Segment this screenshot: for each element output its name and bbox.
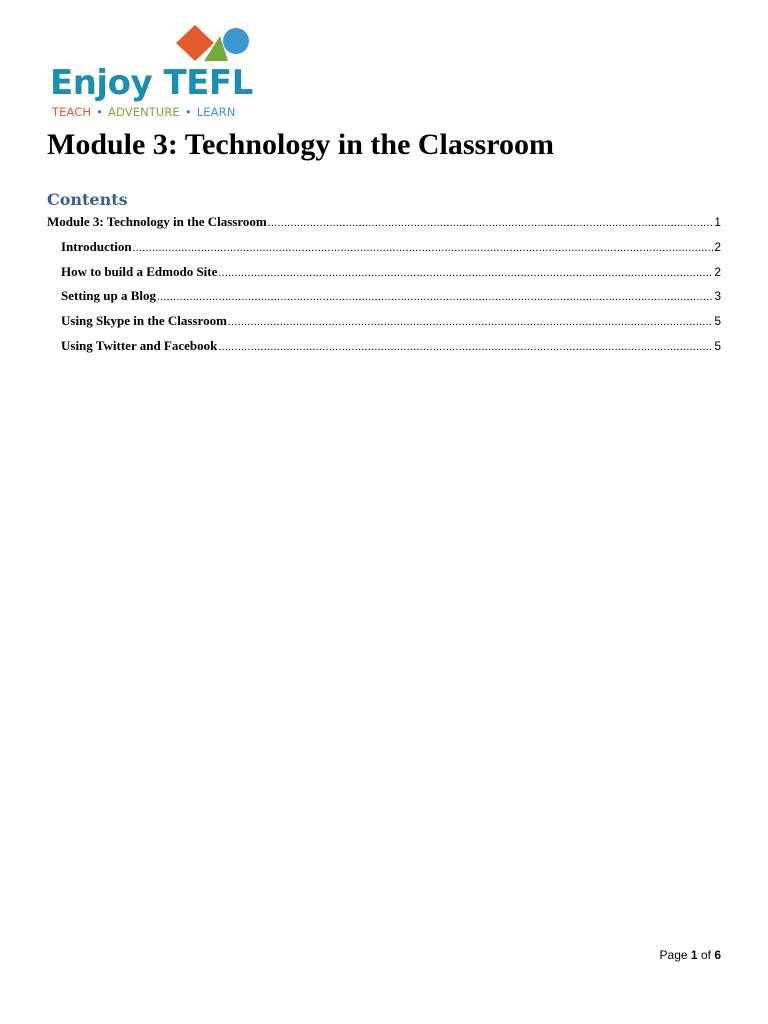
- toc-entry-blog[interactable]: [47, 286, 721, 311]
- toc-heading: Contents: [47, 190, 128, 209]
- document-title: Module 3: Technology in the Classroom: [47, 128, 554, 161]
- toc-entry-label: Setting up a Blog: [61, 288, 156, 304]
- toc-entry-label: Using Twitter and Facebook: [61, 337, 218, 353]
- toc-page-number: 1: [714, 215, 721, 229]
- toc-entry-label: Using Skype in the Classroom: [61, 313, 227, 328]
- tagline-teach: TEACH: [52, 105, 92, 119]
- footer-of-word: of: [700, 948, 711, 962]
- toc-page-number: 5: [714, 338, 721, 353]
- logo-wordmark: Enjoy TEFL: [50, 63, 253, 103]
- footer-total-pages: 6: [714, 948, 721, 962]
- logo-circle-icon: [223, 28, 249, 54]
- toc-page-number: 2: [714, 264, 721, 279]
- toc-dot-leader: [133, 238, 714, 258]
- toc-dot-leader: [228, 312, 713, 332]
- toc-dot-leader: [218, 337, 713, 357]
- toc-dot-leader: [218, 263, 713, 283]
- toc-entry-edmodo-site[interactable]: [47, 262, 721, 287]
- footer-current-page: 1: [690, 948, 698, 962]
- toc-page-number: 3: [714, 289, 721, 304]
- toc-entry-label: How to build a Edmodo Site: [61, 263, 218, 279]
- footer-page-word: Page: [659, 948, 688, 962]
- tagline-adventure: ADVENTURE: [108, 105, 180, 119]
- tagline-separator: •: [184, 105, 192, 119]
- page-footer: [660, 946, 721, 964]
- toc-dot-leader: [157, 287, 713, 307]
- logo-tagline: [52, 105, 235, 119]
- toc-entry-introduction[interactable]: [47, 237, 721, 262]
- toc-entry-label: Module 3: Technology in the Classroom: [47, 214, 267, 229]
- toc-page-number: 2: [714, 239, 721, 254]
- toc-entry-twitter-facebook[interactable]: [47, 336, 721, 361]
- logo-shapes-icon: [175, 24, 255, 64]
- toc-page-number: 5: [714, 314, 721, 328]
- toc-dot-leader: [268, 213, 714, 233]
- toc-entry-label: Introduction: [61, 238, 132, 254]
- tagline-separator: •: [96, 105, 104, 119]
- toc-entry-module-3[interactable]: [47, 212, 721, 237]
- enjoy-tefl-logo: [50, 20, 260, 124]
- toc-entry-skype[interactable]: [47, 311, 721, 336]
- tagline-learn: LEARN: [196, 105, 236, 119]
- table-of-contents: [47, 212, 721, 361]
